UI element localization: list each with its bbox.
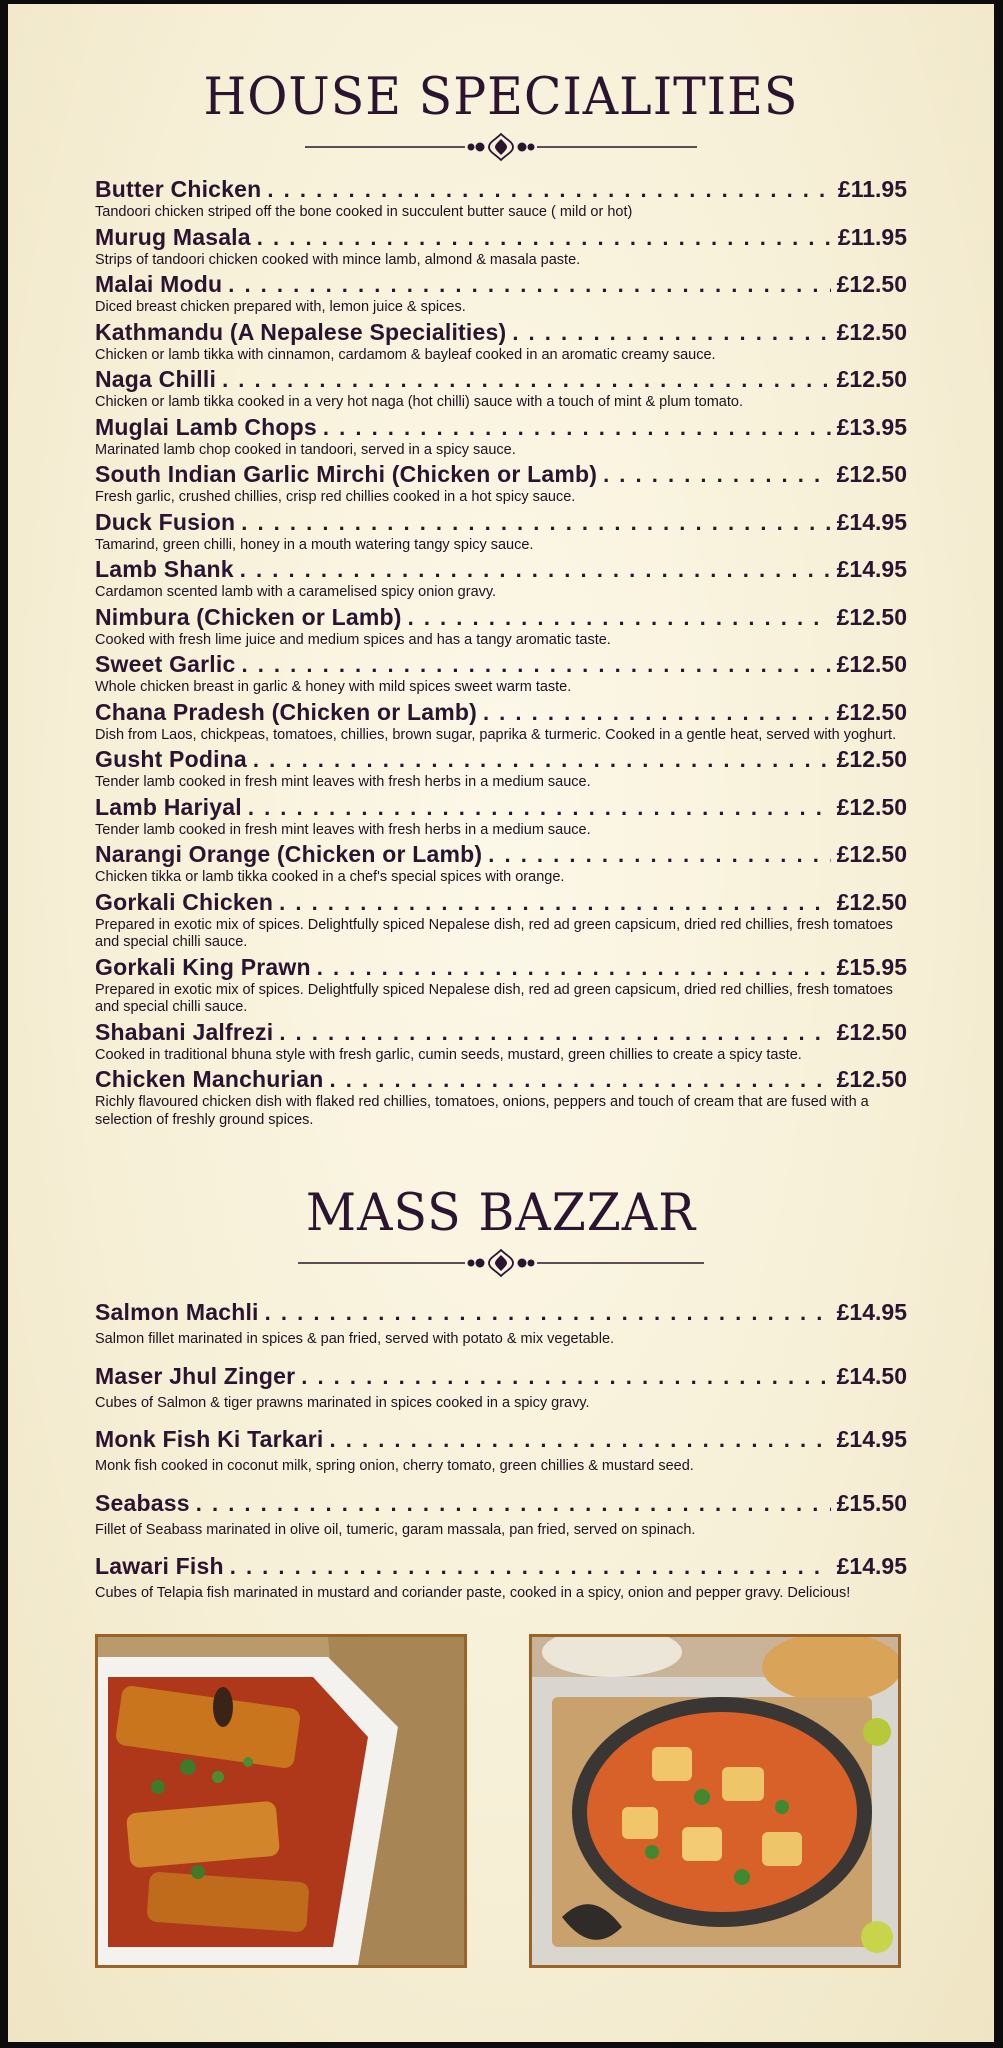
menu-item-name: Chana Pradesh (Chicken or Lamb) <box>95 698 477 725</box>
ornament-divider-icon <box>305 132 697 162</box>
menu-item-description: Cooked with fresh lime juice and medium spices and has a tangy aromatic taste. <box>95 631 611 648</box>
menu-item-name: Lamb Hariyal <box>95 793 242 820</box>
menu-item-description: Cubes of Telapia fish marinated in mustard and coriander paste, cooked in a spicy, onion and pepper gravy. Delicious! <box>95 1585 851 1601</box>
menu-item-name: Butter Chicken <box>95 176 262 202</box>
curry-pot-image <box>532 1637 898 1965</box>
dot-leader <box>330 1065 831 1095</box>
menu-item-name: Gorkali King Prawn <box>95 953 311 980</box>
menu-item <box>95 1297 907 1349</box>
menu-item <box>95 1551 907 1603</box>
menu-item-price: £14.95 <box>836 508 907 535</box>
menu-item-description: Monk fish cooked in coconut milk, spring onion, cherry tomato, green chillies & mustard seed. <box>95 1458 694 1474</box>
menu-item-row <box>95 1488 907 1518</box>
menu-item-price: £14.50 <box>836 1362 907 1389</box>
menu-item-row <box>95 649 907 679</box>
menu-item <box>95 222 907 270</box>
dot-leader <box>248 793 831 823</box>
menu-item-name: Murug Masala <box>95 223 251 250</box>
menu-item <box>95 412 907 460</box>
menu-item-price: £12.50 <box>836 888 907 915</box>
menu-item-description: Strips of tandoori chicken cooked with mince lamb, almond & masala paste. <box>95 251 581 268</box>
menu-item <box>95 269 907 317</box>
dot-leader <box>240 555 831 585</box>
menu-item-description: Tandoori chicken striped off the bone cooked in succulent butter sauce ( mild or hot) <box>95 204 633 220</box>
menu-item-description: Fillet of Seabass marinated in olive oil, tumeric, garam massala, pan fried, served on spinach. <box>95 1521 696 1538</box>
menu-page <box>8 4 994 2042</box>
menu-item-row <box>95 412 907 442</box>
menu-item <box>95 1017 907 1065</box>
mass-bazzar-heading: MASS BAZZAR <box>305 1182 697 1243</box>
menu-item <box>95 554 907 602</box>
dot-leader <box>241 508 830 538</box>
dot-leader <box>603 460 831 490</box>
menu-item-row <box>95 507 907 537</box>
menu-item-row <box>95 364 907 394</box>
menu-item-price: £12.50 <box>836 318 907 345</box>
menu-item-price: £11.95 <box>837 176 907 202</box>
menu-item-name: Kathmandu (A Nepalese Specialities) <box>95 318 507 345</box>
menu-item-price: £14.95 <box>836 1553 907 1579</box>
menu-item-description: Tender lamb cooked in fresh mint leaves with fresh herbs in a medium sauce. <box>95 821 591 838</box>
menu-item-description: Diced breast chicken prepared with, lemon juice & spices. <box>95 299 466 315</box>
menu-item-name: Lamb Shank <box>95 556 234 582</box>
menu-item-name: Seabass <box>95 1489 190 1516</box>
menu-item-name: Duck Fusion <box>95 508 236 535</box>
menu-item-name: Naga Chilli <box>95 366 217 392</box>
menu-item-name: Narangi Orange (Chicken or Lamb) <box>95 841 483 867</box>
menu-item <box>95 744 907 792</box>
menu-item-description: Cubes of Salmon & tiger prawns marinated in spices cooked in a spicy gravy. <box>95 1394 590 1411</box>
mass-bazzar-list <box>95 1297 907 1615</box>
menu-item <box>95 792 907 840</box>
menu-item-row <box>95 317 907 347</box>
menu-item-price: £12.50 <box>836 746 907 772</box>
paneer-curry-image <box>98 1637 464 1965</box>
menu-item-name: Shabani Jalfrezi <box>95 1018 274 1045</box>
menu-item <box>95 459 907 507</box>
dot-leader <box>330 1425 831 1455</box>
menu-item-description: Chicken or lamb tikka cooked in a very hot naga (hot chilli) sauce with a touch of mint & plum tomato. <box>95 394 743 410</box>
dot-leader <box>323 413 831 443</box>
menu-item-row <box>95 459 907 489</box>
ornament-divider-icon <box>298 1248 704 1278</box>
menu-item-price: £12.50 <box>836 271 907 297</box>
menu-item-row <box>95 269 907 299</box>
menu-item-description: Prepared in exotic mix of spices. Delightfully spiced Nepalese dish, red ad green capsicum, dried red chillies, fresh tomatoes and special chilli sauce. <box>95 981 893 1015</box>
menu-item-description: Whole chicken breast in garlic & honey with mild spices sweet warm taste. <box>95 679 572 695</box>
menu-item-name: Salmon Machli <box>95 1299 259 1325</box>
menu-item-description: Tamarind, green chilli, honey in a mouth watering tangy spicy sauce. <box>95 536 534 553</box>
dot-leader <box>265 1298 831 1328</box>
menu-item-price: £12.50 <box>836 793 907 820</box>
menu-item <box>95 1064 907 1129</box>
menu-item <box>95 317 907 365</box>
menu-item-row <box>95 174 907 204</box>
menu-item-description: Tender lamb cooked in fresh mint leaves with fresh herbs in a medium sauce. <box>95 774 591 790</box>
menu-item <box>95 1488 907 1540</box>
house-specialities-list <box>95 174 907 1129</box>
menu-item-row <box>95 952 907 982</box>
menu-item-name: Lawari Fish <box>95 1553 224 1579</box>
dot-leader <box>301 1362 830 1392</box>
menu-item-description: Fresh garlic, crushed chillies, crisp red chillies cooked in a hot spicy sauce. <box>95 489 576 505</box>
menu-item-name: Gusht Podina <box>95 746 247 772</box>
menu-item <box>95 1424 907 1476</box>
menu-item-price: £12.50 <box>836 698 907 725</box>
menu-item-price: £14.95 <box>836 556 907 582</box>
dot-leader <box>512 318 830 348</box>
dot-leader <box>257 223 832 253</box>
menu-item <box>95 649 907 697</box>
menu-item-description: Chicken tikka or lamb tikka cooked in a chef's special spices with orange. <box>95 869 565 885</box>
menu-item-name: Muglai Lamb Chops <box>95 413 317 440</box>
menu-item-description: Chicken or lamb tikka with cinnamon, cardamom & bayleaf cooked in an aromatic creamy sauce. <box>95 346 716 363</box>
dot-leader <box>267 175 832 205</box>
menu-item-price: £12.50 <box>836 841 907 867</box>
house-specialities-heading: HOUSE SPECIALITIES <box>203 66 799 127</box>
menu-item-name: Monk Fish Ki Tarkari <box>95 1426 324 1452</box>
menu-item <box>95 887 907 952</box>
dot-leader <box>483 698 831 728</box>
menu-item-row <box>95 744 907 774</box>
menu-item-row <box>95 1297 907 1327</box>
dot-leader <box>488 840 830 870</box>
menu-item-price: £13.95 <box>836 413 907 440</box>
menu-item-name: Sweet Garlic <box>95 651 236 677</box>
dot-leader <box>196 1489 831 1519</box>
menu-item-description: Prepared in exotic mix of spices. Delightfully spiced Nepalese dish, red ad green capsicum, dried red chillies, fresh tomatoes and special chilli sauce. <box>95 916 893 950</box>
menu-item-description: Salmon fillet marinated in spices & pan fried, served with potato & mix vegetable. <box>95 1331 615 1347</box>
dot-leader <box>222 365 831 395</box>
menu-item <box>95 602 907 650</box>
menu-item-row <box>95 554 907 584</box>
menu-item-description: Dish from Laos, chickpeas, tomatoes, chillies, brown sugar, paprika & turmeric. Cooked in a gentle heat, served with yoghurt. <box>95 726 897 743</box>
menu-item-row <box>95 1424 907 1454</box>
menu-item-name: Maser Jhul Zinger <box>95 1362 296 1389</box>
menu-item <box>95 952 907 1017</box>
curry-dish-photo <box>95 1634 467 1968</box>
menu-item-row <box>95 1017 907 1047</box>
menu-item-row <box>95 222 907 252</box>
curry-pot-photo <box>529 1634 901 1968</box>
menu-item-name: South Indian Garlic Mirchi (Chicken or Lamb) <box>95 461 598 487</box>
dot-leader <box>279 888 831 918</box>
menu-item-price: £12.50 <box>836 1018 907 1045</box>
menu-item <box>95 697 907 745</box>
menu-item-description: Cardamon scented lamb with a caramelised spicy onion gravy. <box>95 584 497 600</box>
dot-leader <box>230 1552 831 1582</box>
menu-item-row <box>95 1551 907 1581</box>
menu-item-description: Cooked in traditional bhuna style with fresh garlic, cumin seeds, mustard, green chillies to create a spicy taste. <box>95 1046 802 1063</box>
dot-leader <box>279 1018 830 1048</box>
menu-item-row <box>95 1361 907 1391</box>
menu-item <box>95 839 907 887</box>
menu-item-price: £12.50 <box>836 461 907 487</box>
menu-item <box>95 1361 907 1413</box>
menu-item <box>95 507 907 555</box>
menu-item-price: £15.50 <box>836 1489 907 1516</box>
dot-leader <box>228 270 830 300</box>
dot-leader <box>241 650 830 680</box>
dot-leader <box>317 953 831 983</box>
menu-item-name: Nimbura (Chicken or Lamb) <box>95 603 402 630</box>
menu-item-name: Malai Modu <box>95 271 223 297</box>
menu-item-row <box>95 602 907 632</box>
menu-item-price: £15.95 <box>836 953 907 980</box>
menu-item-price: £14.95 <box>836 1426 907 1452</box>
menu-item-description: Marinated lamb chop cooked in tandoori, served in a spicy sauce. <box>95 441 516 458</box>
menu-item-row <box>95 887 907 917</box>
menu-item-name: Chicken Manchurian <box>95 1066 324 1092</box>
menu-item-price: £11.95 <box>837 223 907 250</box>
menu-item-row <box>95 1064 907 1094</box>
menu-item-price: £12.50 <box>836 1066 907 1092</box>
menu-item <box>95 364 907 412</box>
menu-item <box>95 174 907 222</box>
menu-item-row <box>95 792 907 822</box>
menu-item-row <box>95 697 907 727</box>
dot-leader <box>408 603 831 633</box>
dot-leader <box>253 745 831 775</box>
menu-item-price: £12.50 <box>836 603 907 630</box>
menu-item-price: £12.50 <box>836 366 907 392</box>
menu-item-row <box>95 839 907 869</box>
menu-item-price: £12.50 <box>836 651 907 677</box>
menu-item-description: Richly flavoured chicken dish with flaked red chillies, tomatoes, onions, peppers and touch of cream that are fused with a selection of freshly ground spices. <box>95 1094 869 1128</box>
menu-item-price: £14.95 <box>836 1299 907 1325</box>
menu-item-name: Gorkali Chicken <box>95 888 274 915</box>
